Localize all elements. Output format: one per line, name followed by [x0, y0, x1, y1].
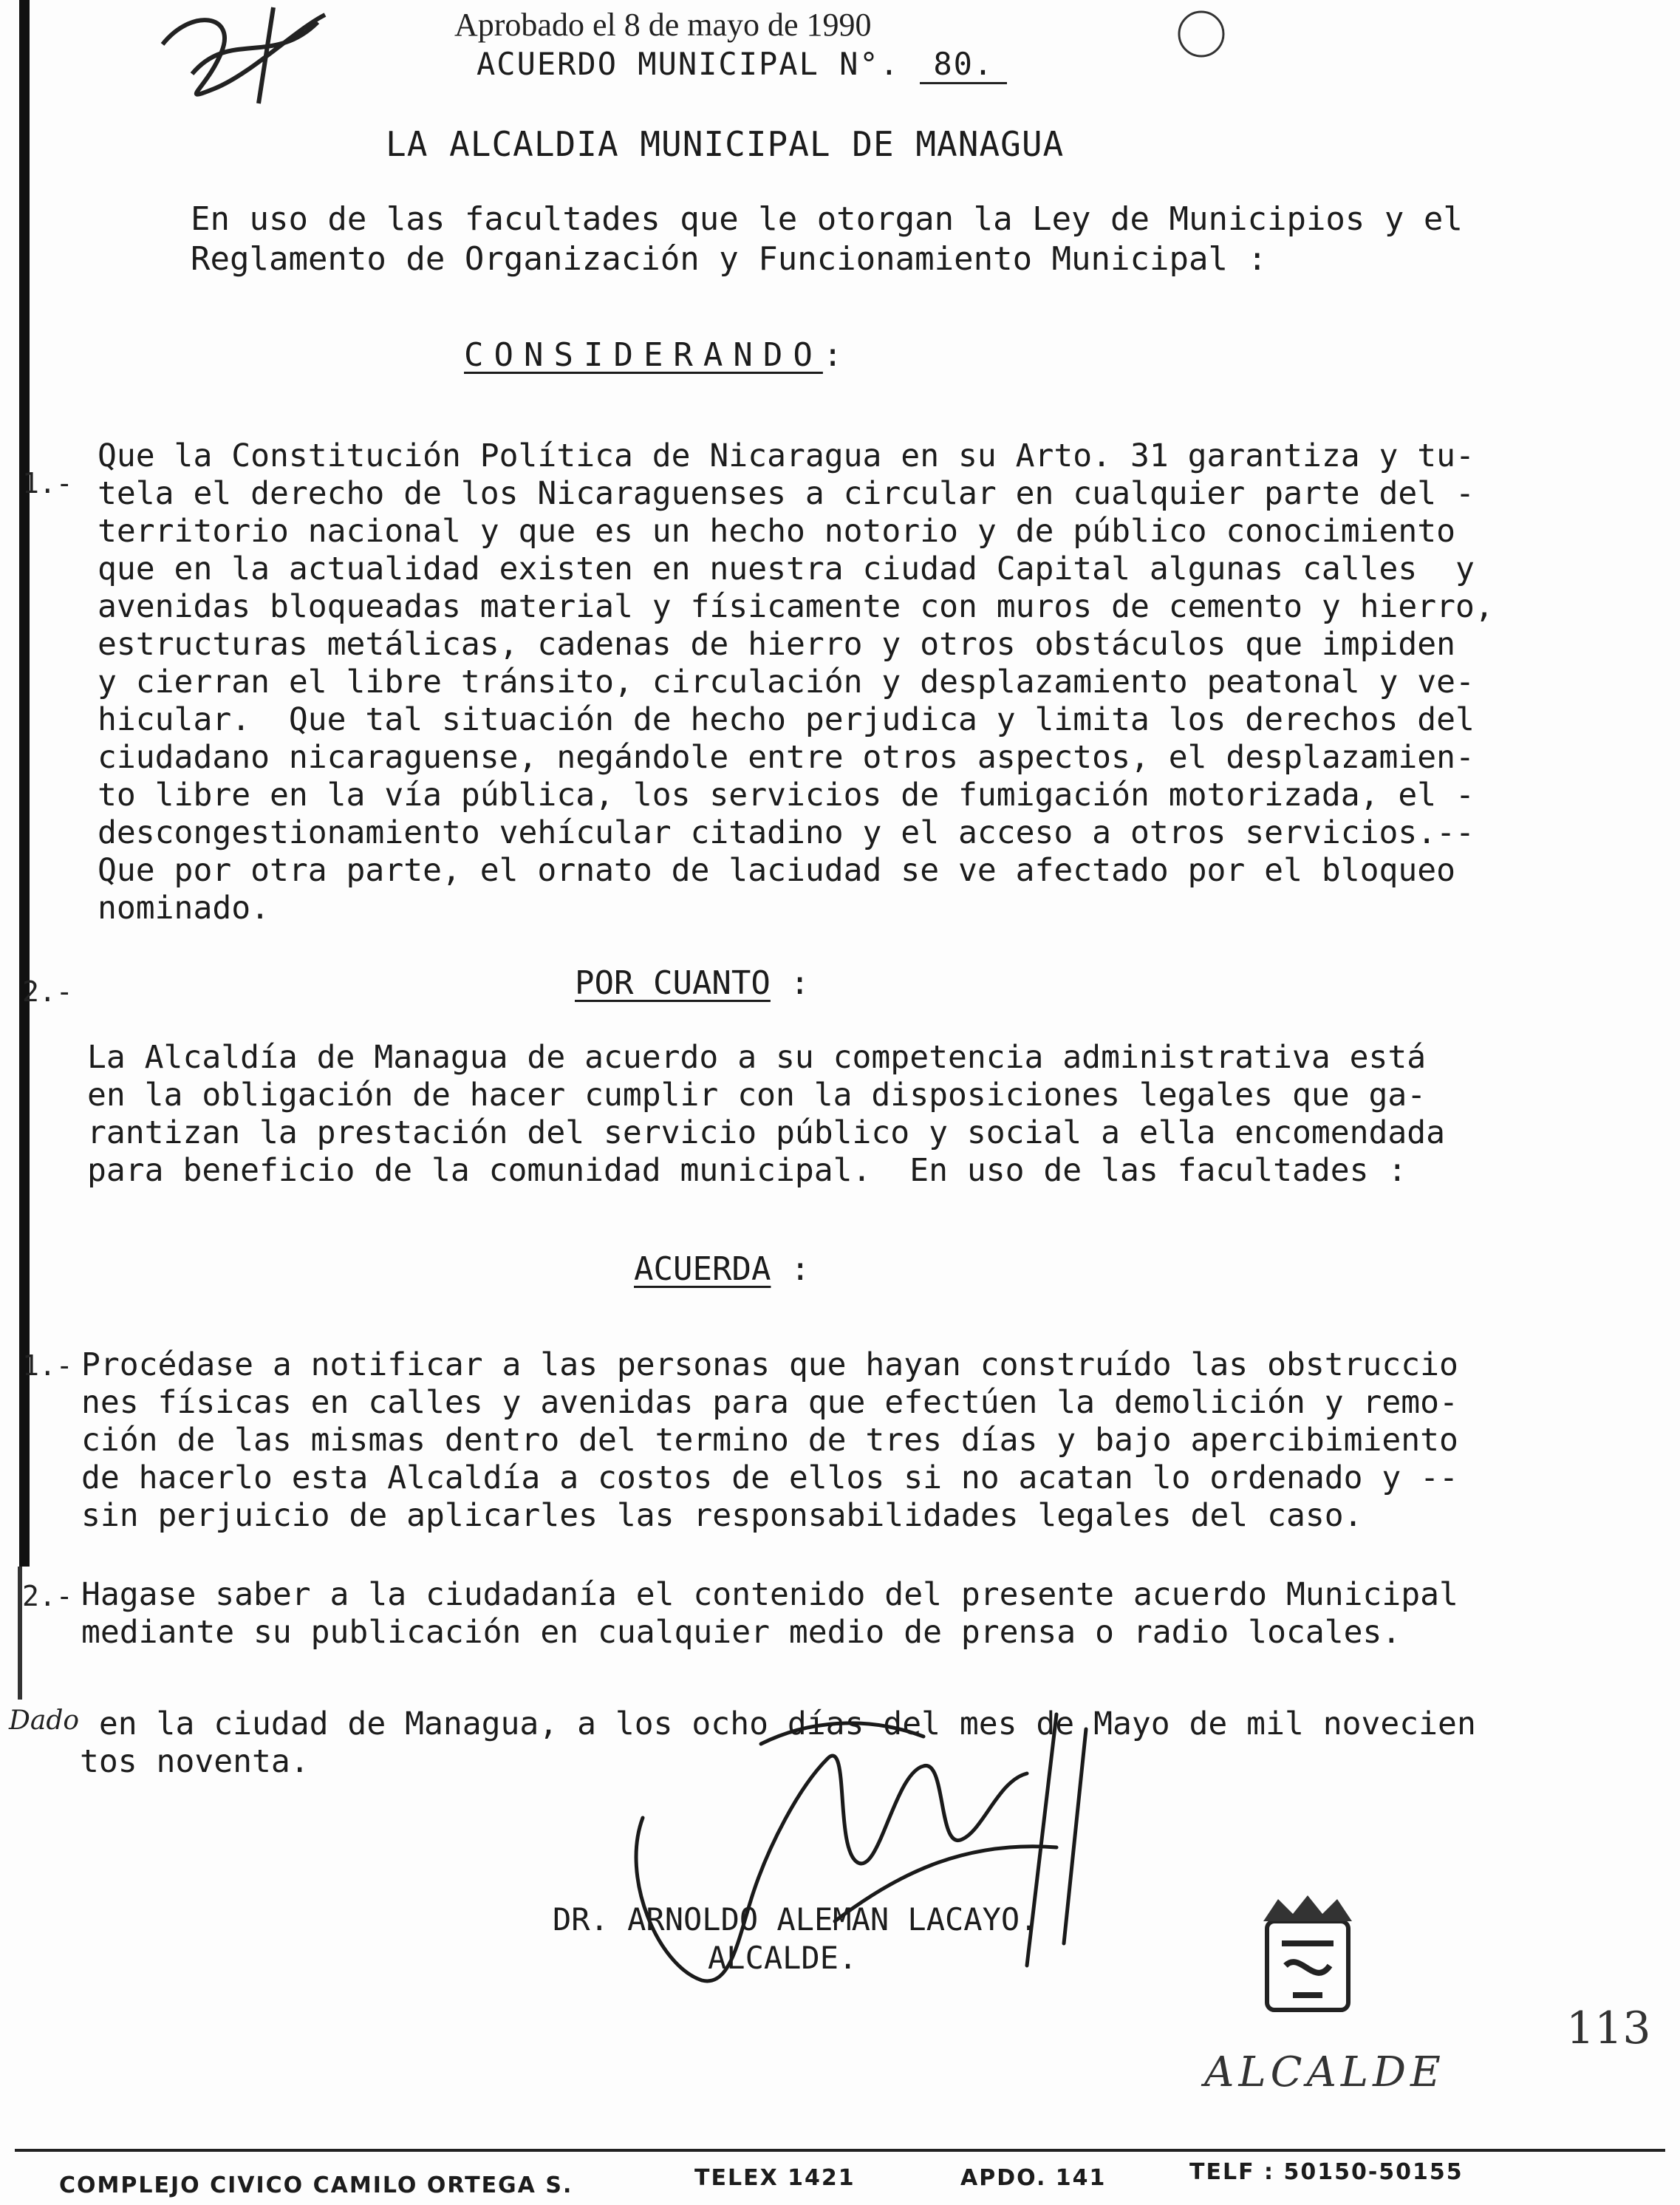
considerando-marker: 1.- — [22, 467, 73, 500]
signer-name: DR. ARNOLDO ALEMAN LACAYO. — [553, 1901, 1039, 1938]
acuerda-item-1: Procédase a notificar a las personas que hayan construído las obstruccio nes físicas en calles y avenidas para que efectúen la demolición y remo- ción de las mismas dentro del termino de tres días y bajo apercibimiento de hacerlo esta Alcaldía a costos de ellos si no acatan lo ordenado y -- sin perjuicio de aplicarles las responsabilidades legales del caso. — [81, 1346, 1458, 1534]
signer-role: ALCALDE. — [708, 1940, 858, 1976]
acuerda-item-2: Hagase saber a la ciudadanía el contenido del presente acuerdo Municipal mediante su publicación en cualquier medio de prensa o radio locales. — [81, 1576, 1458, 1651]
page-number: 113 — [1566, 2003, 1651, 2054]
footer-rule — [15, 2149, 1665, 2152]
intro-paragraph: En uso de las facultades que le otorgan la Ley de Municipios y el Reglamento de Organización y Funcionamiento Municipal : — [191, 200, 1463, 278]
por-cuanto-heading — [575, 964, 810, 1002]
acuerdo-number: 80. — [920, 46, 1007, 84]
por-cuanto-colon: : — [790, 964, 810, 1002]
acuerda-item-2-marker: 2.- — [22, 1580, 73, 1612]
acuerda-heading — [634, 1250, 810, 1288]
closing-paragraph: en la ciudad de Managua, a los ocho días del mes de Mayo de mil novecien tos noventa. — [80, 1705, 1476, 1780]
footer-apdo: APDO. 141 — [960, 2165, 1107, 2191]
left-binding-shadow — [19, 0, 30, 1567]
acuerda-heading-text: ACUERDA — [634, 1250, 771, 1288]
corner-stamp-circle — [1175, 7, 1228, 61]
acuerdo-number-line — [477, 46, 1007, 84]
por-cuanto-paragraph: La Alcaldía de Managua de acuerdo a su competencia administrativa está en la obligación de hacer cumplir con la disposiciones legales que ga- rantizan la prestación del servicio público y social a ella encomendada para beneficio de la comunidad municipal. En uso de las facultades : — [87, 1039, 1446, 1189]
considerando-heading-text: CONSIDERANDO — [464, 336, 823, 374]
approval-note: Aprobado el 8 de mayo de 1990 — [454, 7, 872, 43]
footer-telex: TELEX 1421 — [694, 2165, 856, 2191]
acuerda-colon: : — [790, 1250, 810, 1288]
acuerda-item-1-marker: 1.- — [22, 1349, 73, 1382]
por-cuanto-heading-text: POR CUANTO — [575, 964, 771, 1002]
por-cuanto-marker: 2.- — [22, 975, 73, 1008]
considerando-paragraph: Que la Constitución Política de Nicaragua en su Arto. 31 garantiza y tu- tela el derecho de los Nicaraguenses a circular en cualquier parte del - territorio nacional y que es un hecho notorio y de público conocimiento que en la actualidad existen en nuestra ciudad Capital algunas calles y avenidas bloqueadas material y físicamente con muros de cemento y hierro, estructuras metálicas, cadenas de hierro y otros obstáculos que impiden y cierran el libre tránsito, circulación y desplazamiento peatonal y ve- hicular. Que tal situación de hecho perjudica y limita los derechos del ciudadano nicaraguense, negándole entre otros aspectos, el desplazamien- to libre en la vía pública, los servicios de fumigación motorizada, el - descongestionamiento vehícular citadino y el acceso a otros servicios.-- Que por otra parte, el ornato de laciudad se ve afectado por el bloqueo nominado. — [98, 437, 1494, 927]
acuerdo-label: ACUERDO MUNICIPAL N°. — [477, 46, 901, 82]
footer-address: COMPLEJO CIVICO CAMILO ORTEGA S. — [59, 2172, 573, 2198]
footer-telf: TELF : 50150-50155 — [1189, 2159, 1464, 2185]
considerando-colon: : — [822, 336, 853, 374]
closing-marker: Dado — [9, 1705, 80, 1736]
municipal-seal — [1249, 1892, 1367, 2017]
considerando-heading — [464, 336, 853, 374]
document-title: LA ALCALDIA MUNICIPAL DE MANAGUA — [386, 124, 1065, 164]
signer-block — [553, 1901, 1038, 1977]
top-scribble-mark — [148, 0, 369, 111]
alcalde-stamp-label: ALCALDE — [1204, 2048, 1445, 2096]
